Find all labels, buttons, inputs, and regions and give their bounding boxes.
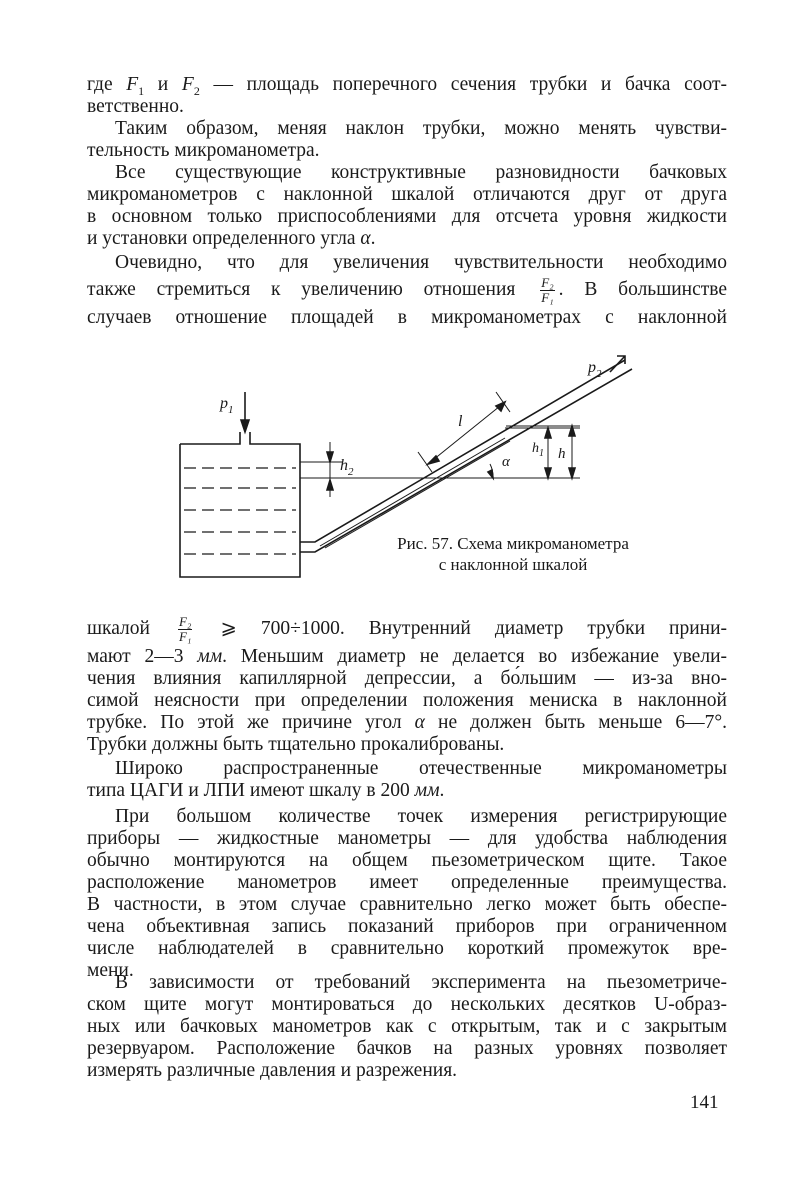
p8-line-1: В зависимости от требований эксперимента на пьезометриче- (115, 972, 727, 993)
label-h1: $h_1$ (532, 441, 544, 459)
p8-line-3: ных или бачковых манометров как с открытым, так и с закрытым (87, 1016, 727, 1037)
p7-line-6: чена объективная запись показаний приборов при ограниченном (87, 916, 727, 937)
p6-line-2: типа ЦАГИ и ЛПИ имеют шкалу в 200 мм. (87, 780, 445, 801)
label-p1: $p_1$ (220, 395, 234, 416)
p5-line-6: Трубки должны быть тщательно прокалиброваны. (87, 734, 505, 755)
p7-line-1: При большом количестве точек измерения регистрирующие (115, 806, 727, 827)
p1-line-1: где $F_1$ и $F_2$ — площадь поперечного сечения трубки и бачка соот- (87, 74, 727, 98)
tank-outline (180, 432, 300, 577)
p1-arrow-head (241, 420, 249, 432)
p7-line-7: числе наблюдателей в сравнительно короткий промежуток вре- (87, 938, 727, 959)
p7-line-5: В частности, в этом случае сравнительно легко может быть обеспе- (87, 894, 727, 915)
paragraph-5 (87, 612, 727, 756)
paragraph-8 (87, 972, 727, 1082)
label-h2: $h_2$ (340, 457, 354, 478)
page-number: 141 (690, 1092, 719, 1113)
fraction-f2-f1: $\frac{\text{F₂}}{\text{F₁}}$ (178, 614, 192, 645)
p5-line-1: шкалой $\frac{\text{F₂}}{\text{F₁}}$ ⩾ 700÷1000. Внутренний диаметр трубки прини- (87, 614, 728, 645)
p3-line-1: Все существующие конструктивные разновидности бачковых (115, 162, 727, 183)
p8-line-4: резервуаром. Расположение бачков на разных уровнях позволяет (87, 1038, 727, 1059)
p8-line-5: измерять различные давления и разрежения. (87, 1060, 458, 1081)
p5-line-2: мают 2—3 мм. Меньшим диаметр не делается во избежание увели- (87, 646, 727, 667)
paragraph-1 (87, 74, 727, 118)
p4-line-3: случаев отношение площадей в микроманометрах с наклонной (87, 307, 727, 328)
p5-line-5: трубке. По этой же причине угол α не должен быть меньше 6—7°. (87, 712, 727, 733)
caption-line-2: с наклонной шкалой (438, 555, 588, 574)
paragraph-2 (87, 118, 727, 162)
label-l: l (458, 413, 463, 430)
p1-line-2: ветственно. (87, 96, 184, 117)
p7-line-8: мени. (87, 960, 134, 981)
p2-line-1: Таким образом, меняя наклон трубки, можно менять чувстви- (115, 118, 727, 139)
p4-line-2: также стремиться к увеличению отношения $\frac{\text{F₂}}{\text{F₁}}$ . В большинстве (87, 275, 727, 305)
p3-line-4: и установки определенного угла α. (87, 228, 376, 249)
p7-line-4: расположение манометров имеет определенные преимущества. (87, 872, 727, 893)
p6-line-1: Широко распространенные отечественные микроманометры (115, 758, 727, 779)
paragraph-7 (87, 806, 727, 982)
p3-line-3: в основном только приспособлениями для отсчета уровня жидкости (87, 206, 727, 227)
p4-line-1: Очевидно, что для увеличения чувствительности необходимо (115, 252, 727, 273)
p5-line-3: чения влияния капиллярной депрессии, а бо́льшим — из-за вно- (87, 668, 727, 689)
paragraph-6 (87, 758, 727, 802)
p7-line-3: обычно монтируются на общем пьезометрическом щите. Такое (87, 850, 727, 871)
paragraph-3 (87, 162, 727, 250)
p5-line-4: симой неясности при определении положения мениска в наклонной (87, 690, 727, 711)
figure-caption (378, 533, 648, 575)
label-p2: $p_2$ (588, 359, 602, 380)
p8-line-2: ском щите могут монтироваться до нескольких десятков U-образ- (87, 994, 727, 1015)
tube-upper-wall (300, 360, 625, 542)
p2-line-2: тельность микроманометра. (87, 140, 320, 161)
p7-line-2: приборы — жидкостные манометры — для удобства наблюдения (87, 828, 727, 849)
fraction-f2-f1: $\frac{\text{F₂}}{\text{F₁}}$ (541, 275, 554, 305)
caption-line-1: Рис. 57. Схема микроманометра (397, 534, 629, 553)
label-alpha: α (502, 454, 510, 470)
p3-line-2: микроманометров с наклонной шкалой отличаются друг от друга (87, 184, 727, 205)
paragraph-4 (87, 250, 727, 331)
label-h: h (558, 446, 566, 462)
